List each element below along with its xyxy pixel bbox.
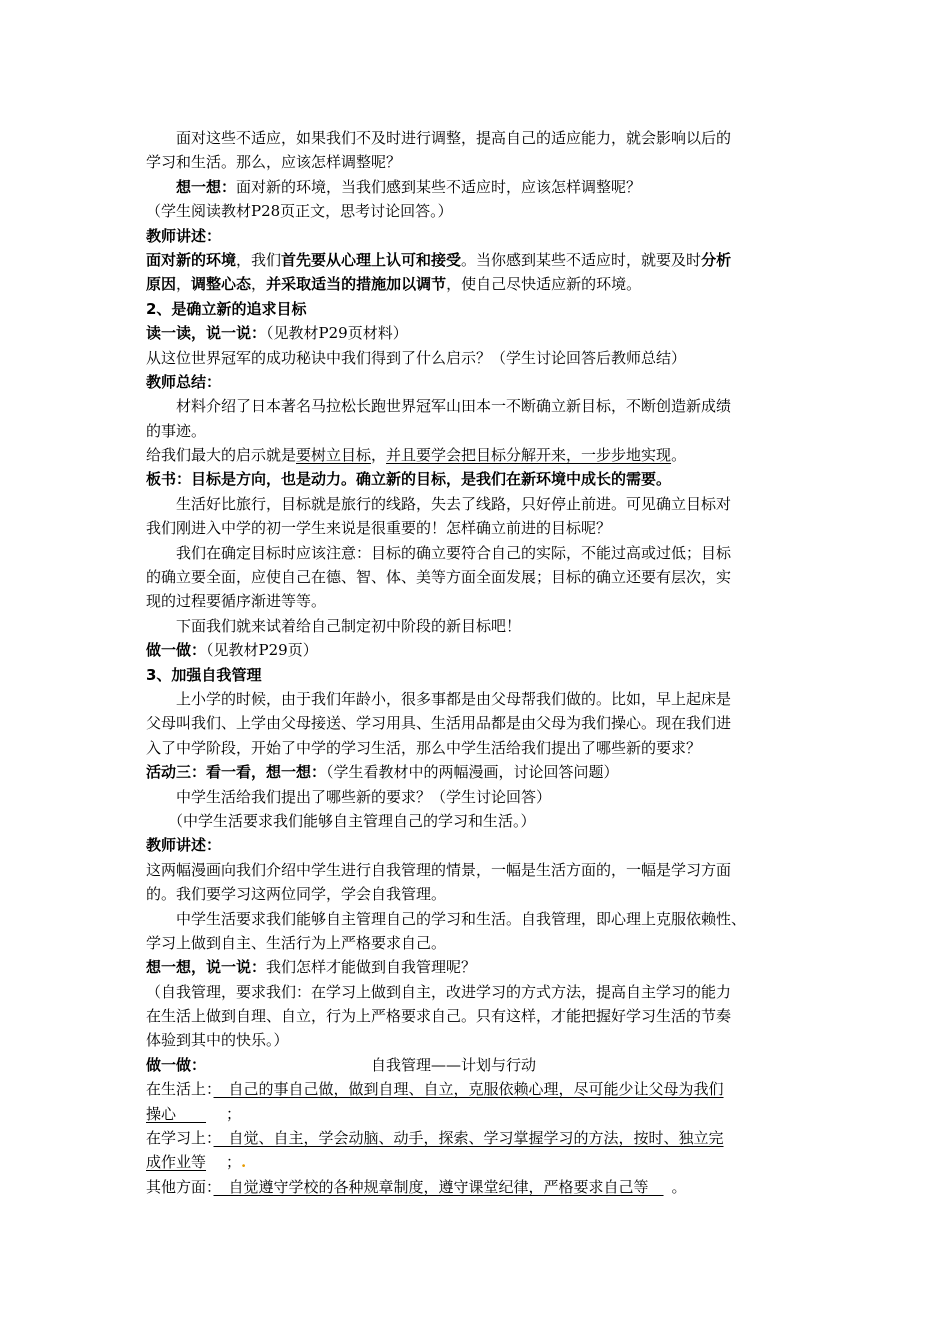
do-line	[146, 638, 812, 662]
text: 上小学的时候，由于我们年龄小，很多事都是由父母帮我们做的。比如，早上起床是	[176, 689, 732, 708]
think-line	[146, 175, 812, 199]
plan-study-line	[146, 1150, 812, 1174]
think-label: 想一想，说一说：	[146, 958, 267, 977]
board-label: 板书	[146, 470, 177, 489]
teacher-label: 教师讲述：	[146, 836, 222, 855]
text: （自我管理，要求我们：在学习上做到自主，改进学习的方式方法，提高自主学习的能力	[146, 982, 732, 1001]
text: 父母叫我们、上学由父母接送、学习用具、生活用品都是由父母为我们操心。现在我们进	[146, 714, 732, 733]
text: 中学生活要求我们能够自主管理自己的学习和生活。自我管理，即心理上克服依赖性、	[176, 909, 747, 928]
paragraph-line	[146, 443, 812, 467]
text: 。	[671, 1177, 687, 1196]
paragraph-line	[146, 882, 812, 906]
paragraph-line	[146, 736, 812, 760]
teacher-label: 教师讲述：	[146, 226, 222, 245]
emphasis-text: 原因	[146, 275, 177, 294]
read-label: 读一读，说一说：	[146, 324, 267, 343]
text: 体验到其中的快乐。）	[146, 1031, 289, 1050]
paragraph-line	[146, 150, 812, 174]
text: 的事迹。	[146, 421, 207, 440]
text: ，我们	[236, 250, 282, 269]
text: ，	[176, 275, 192, 294]
emphasis-text: 分析	[701, 250, 732, 269]
emphasis-text: 面对新的环境	[146, 250, 237, 269]
answer-line	[146, 1028, 812, 1052]
text: （学生阅读教材P28页正文，思考讨论回答。）	[146, 202, 453, 221]
think-line	[146, 955, 812, 979]
other-label: 其他方面：	[146, 1177, 214, 1196]
text: ，	[371, 446, 387, 465]
paragraph-line	[146, 516, 812, 540]
board-text: ：目标是方向，也是动力。确立新的目标，是我们在新环境中成长的需要。	[176, 470, 672, 489]
activity-line	[146, 760, 812, 784]
text: 我们怎样才能做到自我管理呢？	[266, 958, 477, 977]
text: 学习和生活。那么，应该怎样调整呢？	[146, 153, 402, 172]
heading-line	[146, 370, 812, 394]
plan-title: 自我管理——计划与行动	[371, 1055, 537, 1074]
paragraph-line	[146, 565, 812, 589]
text: 给我们最大的启示就是	[146, 446, 297, 465]
section-title: 2、是确立新的追求目标	[146, 299, 307, 318]
text: （学生看教材中的两幅漫画，讨论回答问题）	[326, 763, 619, 782]
text: ，使自己尽快适应新的环境。	[446, 275, 642, 294]
do-label: 做一做：	[146, 1055, 207, 1074]
text: 在生活上做到自理、自立，行为上严格要求自己。只有这样，才能把握好学习生活的节奏	[146, 1007, 732, 1026]
question-line	[146, 785, 812, 809]
document-page	[146, 126, 812, 1199]
note-line	[146, 199, 812, 223]
heading-line	[146, 224, 812, 248]
text: 。	[671, 446, 687, 465]
paragraph-line	[146, 272, 812, 296]
text: 生活好比旅行，目标就是旅行的线路，失去了线路，只好停止前进。可见确立目标对	[176, 494, 732, 513]
underlined-text: 要树立目标	[296, 446, 372, 465]
text: 面对这些不适应，如果我们不及时进行调整，提高自己的适应能力，就会影响以后的	[176, 129, 732, 147]
underlined-text: 成作业等	[146, 1153, 207, 1172]
text: 。当你感到某些不适应时，就要及时	[461, 250, 702, 269]
underlined-text: 并且要学会把目标分解开来，一步步地实现	[386, 446, 672, 465]
do-label: 做一做：	[146, 641, 207, 660]
paragraph-line	[146, 492, 812, 516]
mark-dot-icon: .	[241, 1153, 247, 1172]
paragraph-line	[146, 907, 812, 931]
section-heading	[146, 297, 812, 321]
paragraph-line	[146, 687, 812, 711]
text: ，	[251, 275, 267, 294]
do-line	[146, 1053, 812, 1077]
paragraph-line	[146, 858, 812, 882]
board-line	[146, 467, 812, 491]
underlined-text: 自觉遵守学校的各种规章制度，遵守课堂纪律，严格要求自己等	[213, 1177, 664, 1196]
text: 从这位世界冠军的成功秘诀中我们得到了什么启示？（学生讨论回答后教师总结）	[146, 348, 687, 367]
paragraph-line	[146, 711, 812, 735]
life-label: 在生活上：	[146, 1080, 214, 1099]
plan-study-line	[146, 1126, 812, 1150]
text: 面对新的环境，当我们感到某些不适应时，应该怎样调整呢？	[236, 177, 642, 196]
text: 我们在确定目标时应该注意：目标的确立要符合自己的实际，不能过高或过低；目标	[176, 543, 732, 562]
think-label: 想一想：	[176, 177, 237, 196]
paragraph-line	[146, 248, 812, 272]
text: 中学生活给我们提出了哪些新的要求？（学生讨论回答）	[176, 787, 552, 806]
underlined-text: 操心	[146, 1104, 207, 1123]
underlined-text: 自觉、自主，学会动脑、动手，探索、学习掌握学习的方法，按时、独立完	[213, 1129, 724, 1148]
text: （见教材P29页材料）	[266, 324, 408, 343]
study-label: 在学习上：	[146, 1129, 214, 1148]
text: 下面我们就来试着给自己制定初中阶段的新目标吧！	[176, 616, 522, 635]
text: ；	[226, 1104, 242, 1123]
text: 入了中学阶段，开始了中学的学习生活，那么中学生活给我们提出了哪些新的要求？	[146, 738, 702, 757]
paragraph-line	[146, 126, 812, 150]
activity-label: 活动三：看一看，想一想：	[146, 763, 327, 782]
paragraph-line	[146, 614, 812, 638]
emphasis-text: 首先要从心理上认可和接受	[281, 250, 462, 269]
text: （中学生活要求我们能够自主管理自己的学习和生活。）	[168, 811, 536, 830]
section-heading	[146, 663, 812, 687]
section-title: 3、加强自我管理	[146, 665, 262, 684]
paragraph-line	[146, 419, 812, 443]
answer-line	[146, 1004, 812, 1028]
answer-line	[146, 809, 812, 833]
paragraph-line	[146, 541, 812, 565]
emphasis-text: 并采取适当的措施加以调节	[266, 275, 447, 294]
paragraph-line	[146, 589, 812, 613]
plan-other-line	[146, 1175, 812, 1199]
text: 材料介绍了日本著名马拉松长跑世界冠军山田本一不断确立新目标，不断创造新成绩	[176, 397, 732, 416]
text: 学习上做到自主、生活行为上严格要求自己。	[146, 933, 447, 952]
text: 的。我们要学习这两位同学，学会自我管理。	[146, 885, 447, 904]
text: ；	[226, 1153, 242, 1172]
text: （见教材P29页）	[206, 641, 318, 660]
text: 我们刚进入中学的初一学生来说是很重要的！怎样确立前进的目标呢？	[146, 519, 612, 538]
underlined-text: 自己的事自己做，做到自理、自立，克服依赖心理，尽可能少让父母为我们	[213, 1080, 724, 1099]
answer-line	[146, 980, 812, 1004]
paragraph-line	[146, 931, 812, 955]
plan-life-line	[146, 1102, 812, 1126]
read-line	[146, 321, 812, 345]
text: 这两幅漫画向我们介绍中学生进行自我管理的情景，一幅是生活方面的，一幅是学习方面	[146, 860, 732, 879]
emphasis-text: 调整心态	[191, 275, 252, 294]
paragraph-line	[146, 394, 812, 418]
heading-line	[146, 833, 812, 857]
summary-label: 教师总结：	[146, 372, 222, 391]
text: 的确立要全面，应使自己在德、智、体、美等方面全面发展；目标的确立还要有层次，实	[146, 568, 732, 587]
question-line	[146, 346, 812, 370]
plan-life-line	[146, 1077, 812, 1101]
text: 现的过程要循序渐进等等。	[146, 592, 327, 611]
